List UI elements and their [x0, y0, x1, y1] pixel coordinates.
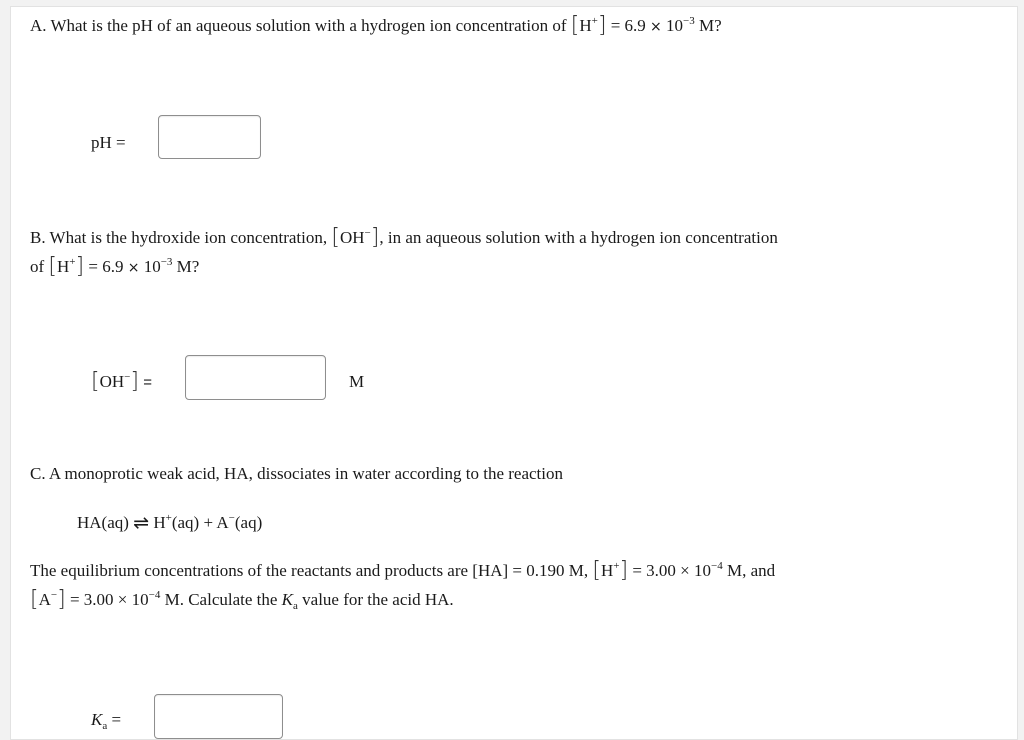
question-page [10, 6, 1018, 740]
part-b-question-line1 [30, 223, 778, 254]
h-suffix: M, and [726, 561, 776, 580]
bracket-left: [ [91, 369, 100, 394]
bracket-right: ] [57, 587, 66, 612]
h-species: H [600, 561, 614, 580]
a-concentration: = 3.00 × 10 [69, 590, 149, 609]
equilibrium-text: The equilibrium concentrations of the reactants and products are [HA] = 0.190 M, [30, 561, 589, 580]
reaction-equation [77, 508, 262, 539]
oh-charge: − [364, 227, 371, 239]
a-species: A [38, 590, 51, 609]
oh-species: OH [99, 372, 125, 391]
reaction-a-state: (aq) [234, 513, 263, 532]
equals-sign: = [143, 374, 152, 391]
part-c-intro: C. A monoprotic weak acid, HA, dissociates in water according to the reaction [30, 464, 563, 483]
ph-answer-input[interactable] [158, 115, 261, 159]
h-charge: + [613, 560, 620, 572]
reaction-a-species: A [216, 513, 229, 532]
concentration-value: 6.9 [102, 257, 124, 276]
reaction-h-charge: + [165, 512, 172, 524]
a-charge: − [50, 589, 58, 601]
times-sign: × [650, 19, 662, 35]
reaction-h-species: H [153, 513, 166, 532]
equilibrium-arrow-icon: ⇌ [133, 512, 150, 534]
oh-charge: − [124, 371, 131, 383]
h-species: H [57, 257, 70, 276]
h-concentration: = 3.00 × 10 [632, 561, 712, 580]
concentration-value: 6.9 [624, 16, 646, 35]
bracket-left: [ [48, 254, 58, 279]
ph-label: pH = [91, 133, 126, 152]
h-charge: + [69, 256, 76, 268]
bracket-right: ] [130, 369, 139, 394]
reaction-plus: + [203, 513, 214, 532]
h-species: H [579, 16, 592, 35]
bracket-left: [ [592, 558, 601, 583]
oh-answer-unit: M [349, 372, 365, 391]
ka-answer-input[interactable] [154, 694, 283, 739]
ka-subscript: a [102, 720, 108, 732]
a-exponent: −4 [148, 589, 161, 601]
h-charge: + [591, 15, 598, 27]
ka-subscript: a [293, 600, 298, 612]
bracket-left: [ [331, 225, 340, 250]
bracket-right: ] [597, 13, 607, 38]
part-b-question-text: B. What is the hydroxide ion concentration, [30, 228, 328, 247]
equilibrium-line1 [30, 556, 775, 587]
equals-sign: = [610, 16, 621, 35]
calc-text: M. Calculate the [164, 590, 278, 609]
calc-text-2: value for the acid HA. [302, 590, 454, 609]
power-base: 10 [143, 257, 161, 276]
ka-answer-label [91, 706, 121, 736]
ka-symbol: K [281, 590, 294, 609]
equals-sign: = [88, 257, 98, 276]
part-a-question [30, 11, 722, 42]
reaction-h-state: (aq) [171, 513, 200, 532]
part-b-question-text-2: , in an aqueous solution with a hydrogen ion concentration [379, 228, 778, 247]
oh-answer-label [91, 367, 152, 398]
h-exponent: −4 [711, 560, 723, 572]
part-a-question-text: A. What is the pH of an aqueous solution with a hydrogen ion concentration of [30, 16, 567, 35]
of-text: of [30, 257, 45, 276]
power-exponent: −3 [683, 15, 695, 27]
reaction-a-charge: − [228, 512, 235, 524]
times-sign: × [127, 260, 140, 276]
ka-symbol: K [91, 710, 103, 729]
unit-question: M? [176, 257, 200, 276]
bracket-left: [ [570, 13, 580, 38]
oh-answer-input[interactable] [185, 355, 326, 400]
unit-question: M? [698, 16, 722, 35]
bracket-right: ] [619, 558, 629, 583]
part-b-question-line2 [30, 252, 199, 283]
equals-sign: = [111, 710, 122, 729]
reaction-reactant: HA(aq) [77, 513, 129, 532]
bracket-left: [ [30, 587, 39, 612]
bracket-right: ] [75, 254, 85, 279]
oh-species: OH [339, 228, 365, 247]
power-base: 10 [666, 16, 684, 35]
equilibrium-line2 [30, 585, 454, 616]
power-exponent: −3 [160, 256, 173, 268]
bracket-right: ] [370, 225, 380, 250]
